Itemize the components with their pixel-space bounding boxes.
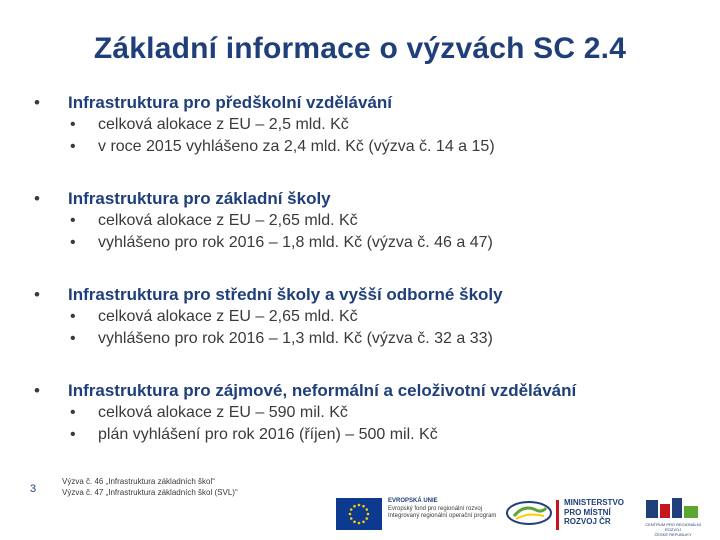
eu-text-line: EVROPSKÁ UNIE	[388, 498, 438, 504]
list-item	[34, 402, 694, 424]
ministry-text-line: ROZVOJ ČR	[564, 517, 611, 526]
crr-logo-icon	[640, 496, 706, 522]
heading-text: Infrastruktura pro zájmové, neformální a celoživotní vzdělávání	[68, 381, 577, 400]
eu-flag-icon	[336, 498, 382, 530]
slide-title: Základní informace o výzvách SC 2.4	[93, 32, 627, 65]
list-item	[34, 136, 694, 158]
bullet: •	[34, 189, 40, 208]
list-item	[34, 210, 694, 232]
bullet: •	[70, 426, 76, 443]
ministry-text-line: PRO MÍSTNÍ	[564, 507, 611, 517]
item-text: celková alokace z EU – 2,5 mld. Kč	[98, 116, 349, 133]
bullet: •	[70, 234, 76, 251]
crr-text-line: CENTRUM PRO REGIONÁLNÍ ROZVOJ	[645, 522, 701, 532]
bullet: •	[70, 308, 76, 325]
section-elementary	[34, 188, 694, 254]
item-text: celková alokace z EU – 2,65 mld. Kč	[98, 212, 358, 229]
ministry-logo-bar	[556, 500, 559, 530]
bullet: •	[70, 116, 76, 133]
section-heading	[34, 284, 694, 306]
slide-content	[34, 92, 694, 476]
heading-text: Infrastruktura pro střední školy a vyšší odborné školy	[68, 285, 503, 304]
crr-text-line: ČESKÉ REPUBLIKY	[654, 532, 692, 537]
item-text: v roce 2015 vyhlášeno za 2,4 mld. Kč (výzva č. 14 a 15)	[98, 138, 495, 155]
eu-text-line: Evropský fond pro regionální rozvoj	[388, 505, 483, 512]
bullet: •	[34, 285, 40, 304]
page-number: 3	[30, 483, 37, 495]
list-item	[34, 114, 694, 136]
section-heading	[34, 92, 694, 114]
eu-text-line: Integrovaný regionální operační program	[388, 513, 497, 519]
section-heading	[34, 188, 694, 210]
item-text: plán vyhlášení pro rok 2016 (říjen) – 500 mil. Kč	[98, 426, 438, 443]
irop-logo-icon	[504, 500, 554, 526]
bullet: •	[70, 330, 76, 347]
item-text: celková alokace z EU – 2,65 mld. Kč	[98, 308, 358, 325]
ministry-text-line: MINISTERSTVO	[564, 498, 625, 507]
footer-note: Výzva č. 47 „Infrastruktura základních škol (SVL)“	[62, 488, 238, 497]
list-item	[34, 232, 694, 254]
section-interest-education	[34, 380, 694, 446]
crr-logo	[640, 496, 706, 537]
item-text: vyhlášeno pro rok 2016 – 1,3 mld. Kč (výzva č. 32 a 33)	[98, 330, 493, 347]
item-text: vyhlášeno pro rok 2016 – 1,8 mld. Kč (výzva č. 46 a 47)	[98, 234, 493, 251]
bullet: •	[34, 93, 40, 112]
section-preschool	[34, 92, 694, 158]
heading-text: Infrastruktura pro předškolní vzdělávání	[68, 93, 393, 112]
footer-note: Výzva č. 46 „Infrastruktura základních škol“	[62, 477, 215, 486]
bullet: •	[70, 404, 76, 421]
eu-logo-text	[388, 498, 516, 521]
footer-notes	[62, 476, 238, 498]
ministry-logo	[556, 498, 626, 532]
list-item	[34, 306, 694, 328]
section-heading	[34, 380, 694, 402]
bullet: •	[34, 381, 40, 400]
list-item	[34, 328, 694, 350]
ministry-logo-text	[564, 498, 624, 527]
list-item	[34, 424, 694, 446]
section-secondary	[34, 284, 694, 350]
bullet: •	[70, 212, 76, 229]
item-text: celková alokace z EU – 590 mil. Kč	[98, 404, 348, 421]
slide-footer	[0, 462, 720, 540]
crr-logo-text	[640, 522, 706, 537]
bullet: •	[70, 138, 76, 155]
heading-text: Infrastruktura pro základní školy	[68, 189, 331, 208]
